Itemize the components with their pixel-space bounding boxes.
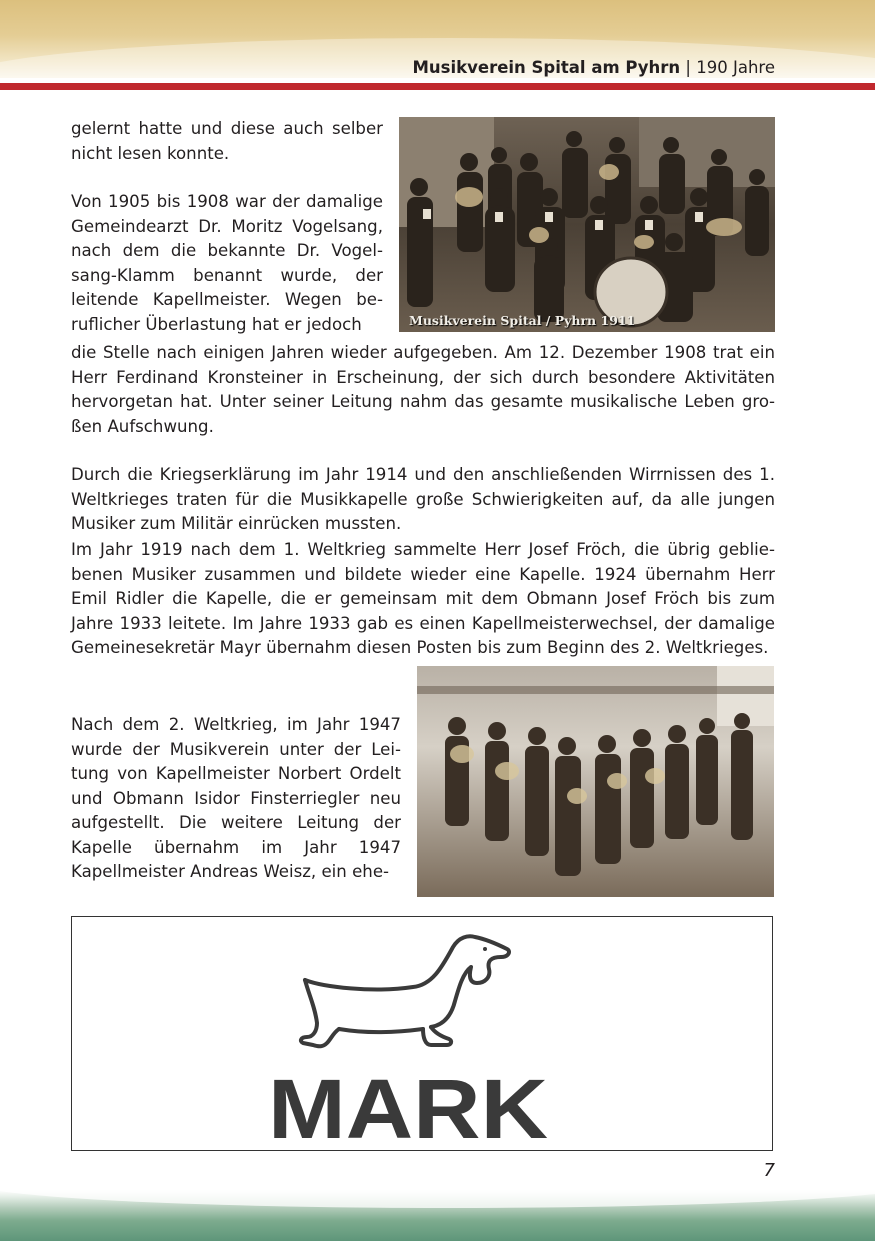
- dachshund-icon: [301, 936, 509, 1046]
- paragraph-1919: Im Jahr 1919 nach dem 1. Weltkrieg sammelte Herr Josef Fröch, die übrig gebliebenen Musiker zusammen und bildete wieder eine Kapelle. 1924 übernahm Herr Emil Ridler die Kapelle, die er gemeinsam mit dem Obmann Josef Fröch bis zum Jahre 1933 leitete. Im Jahre 1933 gab es einen Kapellmeisterwechsel, der damalige Gemeinesekretär Mayr übernahm diesen Posten bis zum Beginn des 2. Weltkrieges.: [71, 540, 775, 657]
- band-photo-1911-image: [399, 117, 775, 332]
- paragraph-kronsteiner: die Stelle nach einigen Jahren wieder aufgegeben. Am 12. Dezember 1908 trat ein Herr Ferdinand Kronsteiner in Erscheinung, der sich durch besondere Aktivitäten hervorgetan hat. Unter seiner Leitung nahm das gesamte musikalische Leben großen Aufschwung.: [71, 343, 775, 436]
- header-separator: |: [680, 58, 697, 77]
- paragraph-1947: Nach dem 2. Weltkrieg, im Jahr 1947 wurde der Musikverein unter der Leitung von Kapellmeister Norbert Ordelt und Obmann Isidor Finsterriegler neu aufgestellt. Die weitere Leitung der Kapelle übernahm im Jahr 1947 Kapellmeister Andreas Weisz, ein ehe-: [71, 715, 401, 881]
- paragraph-continuation: gelernt hatte und diese auch selber nicht lesen konnte.: [71, 119, 383, 163]
- header-rule: [0, 83, 875, 90]
- band-photo-1911: [399, 117, 775, 332]
- header-anniversary: 190 Jahre: [696, 58, 775, 77]
- page-number: 7: [763, 1160, 775, 1181]
- marching-band-photo-image: [417, 666, 774, 897]
- marching-band-photo: [417, 666, 774, 897]
- running-header: [413, 58, 775, 78]
- paragraph-world-war-1: Durch die Kriegserklärung im Jahr 1914 und den anschließenden Wirrnissen des 1. Weltkrieges traten für die Musikkapelle große Schwierigkeiten auf, da alle jungen Musiker zum Militär einrücken mussten.: [71, 465, 775, 533]
- header-publication: Musikverein Spital am Pyhrn: [412, 58, 681, 77]
- mark-logo: [263, 925, 553, 1145]
- photo-caption: Musikverein Spital / Pyhrn 1911: [409, 313, 636, 328]
- paragraph-vogelsang: Von 1905 bis 1908 war der damalige Gemeindearzt Dr. Moritz Vogelsang, nach dem die bekannte Dr. Vogelsang-Klamm benannt wurde, der leitende Kapellmeister. Wegen beruflicher Überlastung hat er jedoch: [71, 192, 383, 334]
- footer-band: [0, 1190, 875, 1241]
- ad-brand-text: MARK: [268, 1062, 548, 1145]
